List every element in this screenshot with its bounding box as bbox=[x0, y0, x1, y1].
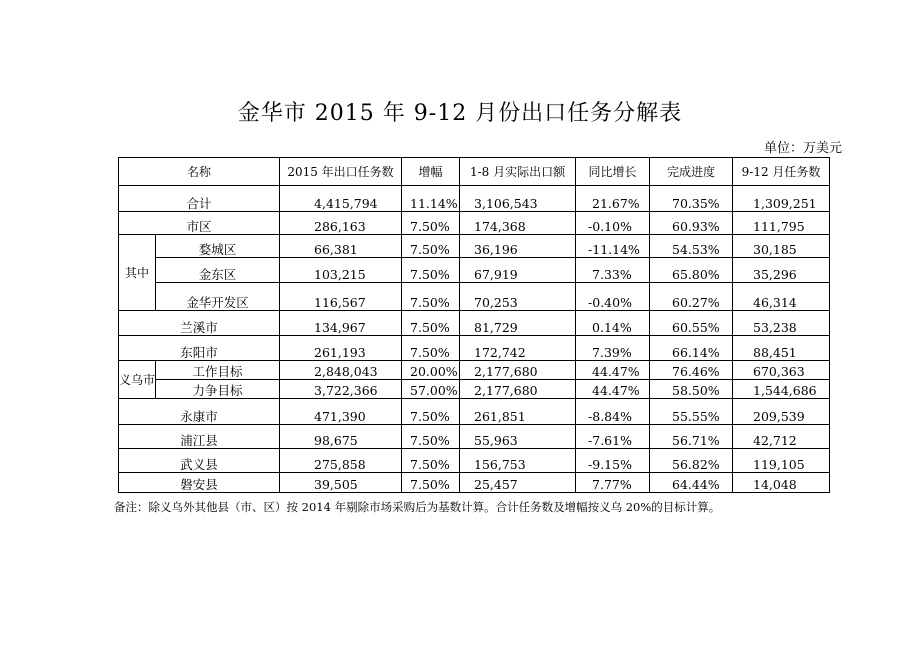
cell-remaining-task: 111,795 bbox=[733, 212, 830, 235]
cell-annual-task: 3,722,366 bbox=[280, 380, 402, 399]
col-header-yoy: 同比增长 bbox=[576, 158, 650, 186]
row-name: 金华开发区 bbox=[156, 283, 280, 311]
col-header-actual-export: 1-8 月实际出口额 bbox=[460, 158, 576, 186]
cell-progress: 60.55% bbox=[650, 311, 733, 336]
cell-actual-export: 261,851 bbox=[460, 399, 576, 425]
cell-progress: 60.27% bbox=[650, 283, 733, 311]
col-header-growth: 增幅 bbox=[402, 158, 460, 186]
cell-annual-task: 286,163 bbox=[280, 212, 402, 235]
cell-yoy: 7.33% bbox=[576, 258, 650, 283]
page-title: 金华市 2015 年 9-12 月份出口任务分解表 bbox=[237, 101, 683, 126]
cell-actual-export: 2,177,680 bbox=[460, 380, 576, 399]
table-row bbox=[119, 399, 830, 425]
export-task-table bbox=[118, 157, 830, 493]
cell-annual-task: 98,675 bbox=[280, 425, 402, 449]
cell-growth: 57.00% bbox=[402, 380, 460, 399]
table-row bbox=[119, 380, 830, 399]
unit-label: 单位：万美元 bbox=[763, 141, 842, 156]
table-row bbox=[119, 449, 830, 473]
cell-growth: 7.50% bbox=[402, 473, 460, 493]
cell-growth: 7.50% bbox=[402, 425, 460, 449]
cell-growth: 7.50% bbox=[402, 283, 460, 311]
cell-annual-task: 471,390 bbox=[280, 399, 402, 425]
cell-progress: 65.80% bbox=[650, 258, 733, 283]
cell-progress: 70.35% bbox=[650, 186, 733, 212]
cell-growth: 20.00% bbox=[402, 361, 460, 380]
group-label-qizhong: 其中 bbox=[119, 235, 156, 311]
col-header-remaining-task: 9-12 月任务数 bbox=[733, 158, 830, 186]
cell-actual-export: 156,753 bbox=[460, 449, 576, 473]
cell-growth: 7.50% bbox=[402, 449, 460, 473]
col-header-progress: 完成进度 bbox=[650, 158, 733, 186]
cell-yoy: 7.39% bbox=[576, 336, 650, 361]
row-name: 东阳市 bbox=[119, 336, 280, 361]
cell-remaining-task: 670,363 bbox=[733, 361, 830, 380]
table-row bbox=[119, 473, 830, 493]
cell-remaining-task: 30,185 bbox=[733, 235, 830, 258]
cell-remaining-task: 1,544,686 bbox=[733, 380, 830, 399]
cell-growth: 11.14% bbox=[402, 186, 460, 212]
cell-remaining-task: 119,105 bbox=[733, 449, 830, 473]
row-name: 金东区 bbox=[156, 258, 280, 283]
cell-remaining-task: 53,238 bbox=[733, 311, 830, 336]
cell-actual-export: 55,963 bbox=[460, 425, 576, 449]
cell-yoy: -0.10% bbox=[576, 212, 650, 235]
cell-yoy: -0.40% bbox=[576, 283, 650, 311]
group-label-yiwu: 义乌市 bbox=[119, 361, 156, 399]
row-name: 力争目标 bbox=[156, 380, 280, 399]
cell-actual-export: 25,457 bbox=[460, 473, 576, 493]
cell-annual-task: 116,567 bbox=[280, 283, 402, 311]
cell-yoy: -7.61% bbox=[576, 425, 650, 449]
table-row bbox=[119, 336, 830, 361]
cell-yoy: 44.47% bbox=[576, 361, 650, 380]
table-row bbox=[119, 283, 830, 311]
cell-growth: 7.50% bbox=[402, 311, 460, 336]
cell-growth: 7.50% bbox=[402, 235, 460, 258]
table-row bbox=[119, 235, 830, 258]
cell-annual-task: 66,381 bbox=[280, 235, 402, 258]
cell-progress: 54.53% bbox=[650, 235, 733, 258]
row-name: 武义县 bbox=[119, 449, 280, 473]
table-row bbox=[119, 212, 830, 235]
cell-yoy: 7.77% bbox=[576, 473, 650, 493]
table-row bbox=[119, 425, 830, 449]
row-name: 婺城区 bbox=[156, 235, 280, 258]
cell-progress: 56.82% bbox=[650, 449, 733, 473]
row-name: 浦江县 bbox=[119, 425, 280, 449]
cell-actual-export: 2,177,680 bbox=[460, 361, 576, 380]
cell-actual-export: 174,368 bbox=[460, 212, 576, 235]
cell-growth: 7.50% bbox=[402, 258, 460, 283]
table-row bbox=[119, 186, 830, 212]
cell-actual-export: 36,196 bbox=[460, 235, 576, 258]
cell-annual-task: 4,415,794 bbox=[280, 186, 402, 212]
cell-annual-task: 2,848,043 bbox=[280, 361, 402, 380]
cell-actual-export: 67,919 bbox=[460, 258, 576, 283]
cell-annual-task: 261,193 bbox=[280, 336, 402, 361]
cell-actual-export: 172,742 bbox=[460, 336, 576, 361]
col-header-name: 名称 bbox=[119, 158, 280, 186]
cell-annual-task: 39,505 bbox=[280, 473, 402, 493]
cell-annual-task: 134,967 bbox=[280, 311, 402, 336]
cell-annual-task: 103,215 bbox=[280, 258, 402, 283]
cell-yoy: 0.14% bbox=[576, 311, 650, 336]
cell-growth: 7.50% bbox=[402, 336, 460, 361]
cell-progress: 55.55% bbox=[650, 399, 733, 425]
cell-growth: 7.50% bbox=[402, 399, 460, 425]
table-row bbox=[119, 361, 830, 380]
cell-yoy: -11.14% bbox=[576, 235, 650, 258]
cell-yoy: -8.84% bbox=[576, 399, 650, 425]
cell-actual-export: 70,253 bbox=[460, 283, 576, 311]
cell-progress: 64.44% bbox=[650, 473, 733, 493]
row-name: 永康市 bbox=[119, 399, 280, 425]
cell-remaining-task: 1,309,251 bbox=[733, 186, 830, 212]
cell-annual-task: 275,858 bbox=[280, 449, 402, 473]
col-header-annual-task: 2015 年出口任务数 bbox=[280, 158, 402, 186]
cell-remaining-task: 42,712 bbox=[733, 425, 830, 449]
cell-progress: 58.50% bbox=[650, 380, 733, 399]
cell-yoy: 44.47% bbox=[576, 380, 650, 399]
cell-actual-export: 81,729 bbox=[460, 311, 576, 336]
cell-remaining-task: 209,539 bbox=[733, 399, 830, 425]
row-name: 兰溪市 bbox=[119, 311, 280, 336]
cell-growth: 7.50% bbox=[402, 212, 460, 235]
cell-yoy: -9.15% bbox=[576, 449, 650, 473]
cell-progress: 76.46% bbox=[650, 361, 733, 380]
cell-progress: 60.93% bbox=[650, 212, 733, 235]
row-name: 市区 bbox=[119, 212, 280, 235]
cell-remaining-task: 88,451 bbox=[733, 336, 830, 361]
row-name: 工作目标 bbox=[156, 361, 280, 380]
cell-remaining-task: 46,314 bbox=[733, 283, 830, 311]
table-row bbox=[119, 311, 830, 336]
cell-yoy: 21.67% bbox=[576, 186, 650, 212]
header-row bbox=[119, 158, 830, 186]
cell-progress: 66.14% bbox=[650, 336, 733, 361]
cell-remaining-task: 35,296 bbox=[733, 258, 830, 283]
row-name: 磐安县 bbox=[119, 473, 280, 493]
footnote: 备注：除义乌外其他县（市、区）按 2014 年剔除市场采购后为基数计算。合计任务数及增幅按义乌 20%的目标计算。 bbox=[114, 500, 721, 514]
table-row bbox=[119, 258, 830, 283]
cell-remaining-task: 14,048 bbox=[733, 473, 830, 493]
cell-progress: 56.71% bbox=[650, 425, 733, 449]
row-name: 合计 bbox=[119, 186, 280, 212]
cell-actual-export: 3,106,543 bbox=[460, 186, 576, 212]
